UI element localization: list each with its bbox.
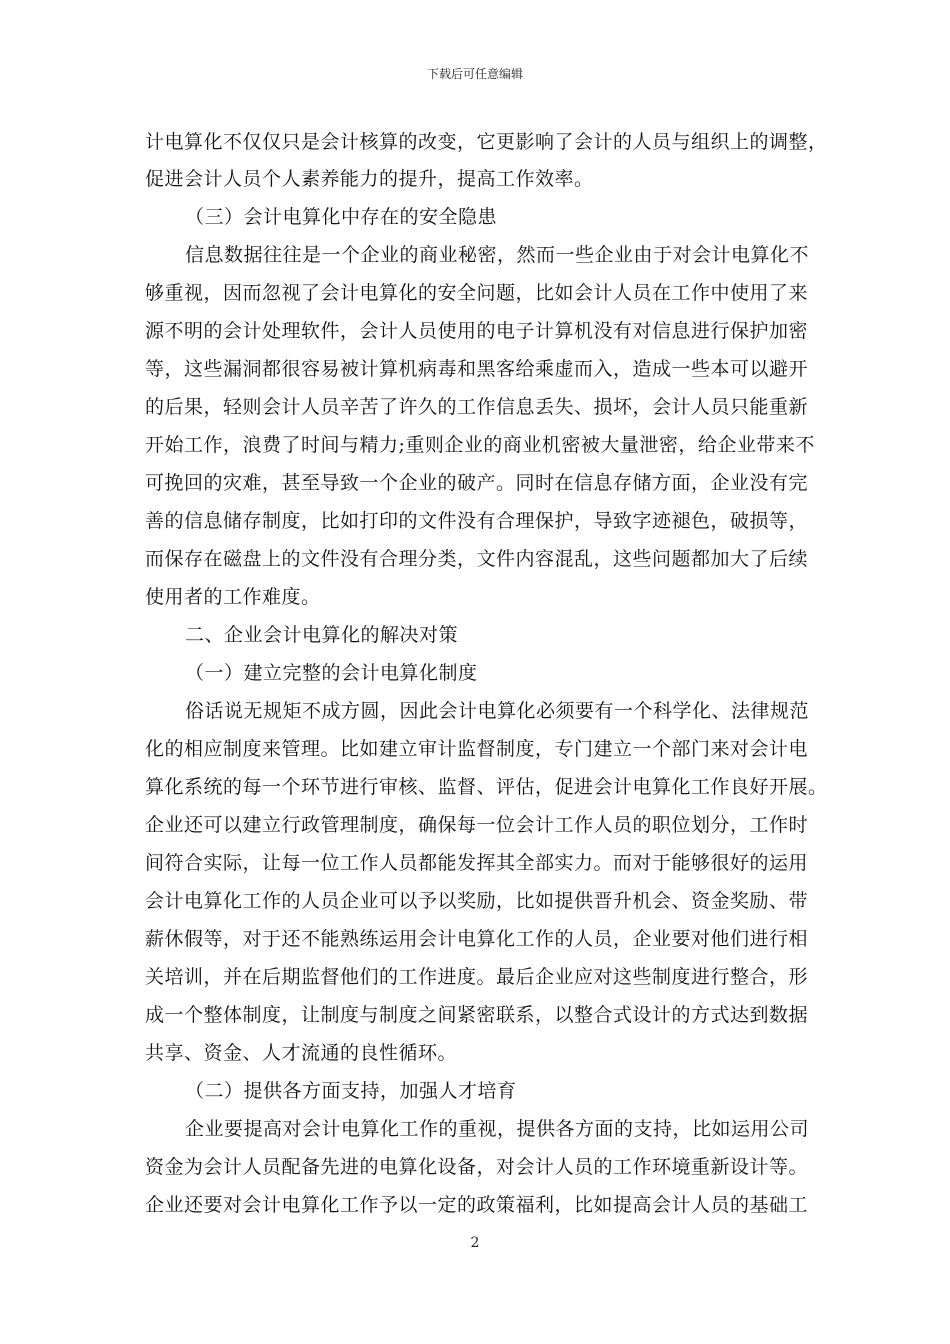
page-number: 2 bbox=[470, 1235, 480, 1251]
text-line: 而保存在磁盘上的文件没有合理分类，文件内容混乱，这些问题都加大了后续 bbox=[145, 548, 809, 570]
text-line: 够重视，因而忽视了会计电算化的安全问题，比如会计人员在工作中使用了来 bbox=[145, 282, 809, 304]
text-line: 二、企业会计电算化的解决对策 bbox=[185, 624, 459, 646]
text-line: 企业还要对会计电算化工作予以一定的政策福利，比如提高会计人员的基础工 bbox=[145, 1194, 809, 1216]
text-line: 成一个整体制度，让制度与制度之间紧密联系，以整合式设计的方式达到数据 bbox=[145, 1004, 809, 1026]
text-line: 源不明的会计处理软件，会计人员使用的电子计算机没有对信息进行保护加密 bbox=[145, 320, 809, 342]
page-header: 下载后可任意编辑 bbox=[426, 67, 523, 81]
text-line: 信息数据往往是一个企业的商业秘密，然而一些企业由于对会计电算化不 bbox=[185, 244, 810, 266]
text-line: （一）建立完整的会计电算化制度 bbox=[185, 662, 478, 684]
text-line: 算化系统的每一个环节进行审核、监督、评估，促进会计电算化工作良好开展。 bbox=[145, 776, 828, 798]
text-line: 间符合实际，让每一位工作人员都能发挥其全部实力。而对于能够很好的运用 bbox=[145, 852, 809, 874]
text-line: 企业还可以建立行政管理制度，确保每一位会计工作人员的职位划分，工作时 bbox=[145, 814, 809, 836]
text-line: （三）会计电算化中存在的安全隐患 bbox=[185, 206, 498, 228]
text-line: 共享、资金、人才流通的良性循环。 bbox=[145, 1042, 458, 1064]
text-line: 薪休假等，对于还不能熟练运用会计电算化工作的人员，企业要对他们进行相 bbox=[145, 928, 809, 950]
text-line: 会计电算化工作的人员企业可以予以奖励，比如提供晋升机会、资金奖励、带 bbox=[145, 890, 809, 912]
text-line: 可挽回的灾难，甚至导致一个企业的破产。同时在信息存储方面，企业没有完 bbox=[145, 472, 809, 494]
text-line: 俗话说无规矩不成方圆，因此会计电算化必须要有一个科学化、法律规范 bbox=[185, 700, 810, 722]
text-line: 资金为会计人员配备先进的电算化设备，对会计人员的工作环境重新设计等。 bbox=[145, 1156, 809, 1178]
text-line: 计电算化不仅仅只是会计核算的改变，它更影响了会计的人员与组织上的调整， bbox=[145, 131, 828, 153]
text-line: 开始工作，浪费了时间与精力;重则企业的商业机密被大量泄密，给企业带来不 bbox=[145, 434, 815, 456]
text-line: （二）提供各方面支持，加强人才培育 bbox=[185, 1080, 517, 1102]
text-line: 企业要提高对会计电算化工作的重视，提供各方面的支持，比如运用公司 bbox=[185, 1118, 810, 1140]
text-line: 促进会计人员个人素养能力的提升，提高工作效率。 bbox=[145, 168, 594, 190]
text-line: 关培训，并在后期监督他们的工作进度。最后企业应对这些制度进行整合，形 bbox=[145, 966, 809, 988]
text-line: 化的相应制度来管理。比如建立审计监督制度，专门建立一个部门来对会计电 bbox=[145, 738, 809, 760]
text-line: 使用者的工作难度。 bbox=[145, 586, 321, 608]
text-line: 的后果，轻则会计人员辛苦了许久的工作信息丢失、损坏，会计人员只能重新 bbox=[145, 396, 809, 418]
text-line: 善的信息储存制度，比如打印的文件没有合理保护，导致字迹褪色，破损等， bbox=[145, 510, 809, 532]
text-line: 等，这些漏洞都很容易被计算机病毒和黑客给乘虚而入，造成一些本可以避开 bbox=[145, 358, 809, 380]
